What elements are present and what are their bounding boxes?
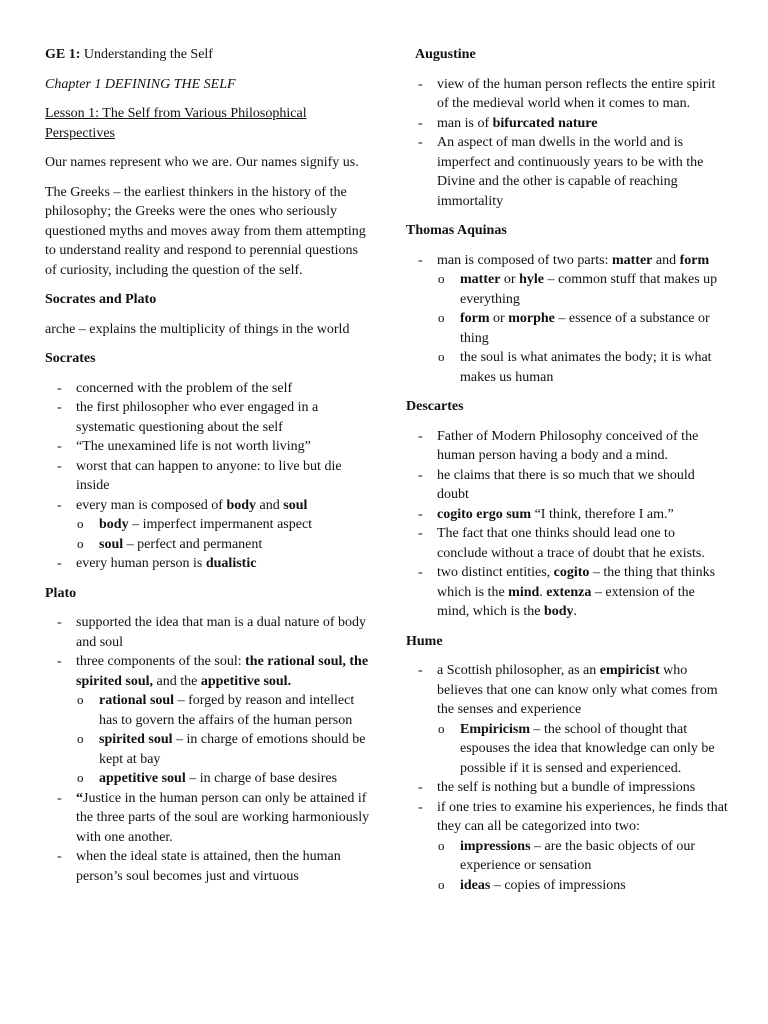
list-item: - a Scottish philosopher, as an empiricist who believes that one can know only what comes from the senses and experience o Empiricism – the school of thought that espouses the idea that knowledge can only be possible if it is sensed and experienced. <box>406 661 728 778</box>
list-item: - An aspect of man dwells in the world and is imperfect and continuously years to be with the Divine and the other is capable of reaching immortality <box>406 133 728 211</box>
list-item: - “The unexamined life is not worth living” <box>45 437 370 457</box>
sub-list <box>76 691 370 789</box>
list-item: - he claims that there is so much that we should doubt <box>406 466 728 505</box>
right-column <box>406 45 728 905</box>
lesson-title: Lesson 1: The Self from Various Philosophical Perspectives <box>45 106 307 141</box>
sub-item: o soul – perfect and permanent <box>76 535 370 555</box>
augustine-list <box>406 75 728 212</box>
intro-greeks: The Greeks – the earliest thinkers in the history of the philosophy; the Greeks were the ones who seriously questioned myths and moves away from them attempting to understand reality and respond to perennial questions of curiosity, including the question of the self. <box>45 184 366 278</box>
list-item: - if one tries to examine his experiences, he finds that they can all be categorized into two: o impressions – are the basic objects of our experience or sensation o ideas – copies of impressions <box>406 798 728 896</box>
list-item: - Father of Modern Philosophy conceived of the human person having a body and a mind. <box>406 427 728 466</box>
section-heading-hume: Hume <box>406 633 443 649</box>
sub-item: o matter or hyle – common stuff that makes up everything <box>437 270 728 309</box>
list-item: - view of the human person reflects the entire spirit of the medieval world when it comes to man. <box>406 75 728 114</box>
sub-item: o rational soul – forged by reason and intellect has to govern the affairs of the human person <box>76 691 370 730</box>
list-item: - three components of the soul: the rational soul, the spirited soul, and the appetitive soul. o rational soul – forged by reason and intellect has to govern the affairs of the human person o spirited soul – in charge of emotions should be kept at bay o appetitive soul – in charge of base desires <box>45 652 370 789</box>
list-item: - supported the idea that man is a dual nature of body and soul <box>45 613 370 652</box>
arche-definition: arche – explains the multiplicity of things in the world <box>45 321 350 337</box>
sub-item: o appetitive soul – in charge of base desires <box>76 769 370 789</box>
section-heading-descartes: Descartes <box>406 399 464 414</box>
sub-item: o ideas – copies of impressions <box>437 876 728 896</box>
section-heading-socrates: Socrates <box>45 351 96 366</box>
list-item: - every human person is dualistic <box>45 554 370 574</box>
list-item: - man is of bifurcated nature <box>406 114 728 134</box>
section-heading-socrates-plato: Socrates and Plato <box>45 292 157 307</box>
list-item: - the self is nothing but a bundle of impressions <box>406 778 728 798</box>
sub-item: o the soul is what animates the body; it is what makes us human <box>437 348 728 387</box>
hume-list <box>406 661 728 895</box>
sub-list <box>437 720 728 779</box>
list-item: - two distinct entities, cogito – the thing that thinks which is the mind. extenza – extension of the mind, which is the body. <box>406 563 728 622</box>
sub-list <box>437 837 728 896</box>
list-item: - worst that can happen to anyone: to live but die inside <box>45 457 370 496</box>
section-heading-plato: Plato <box>45 585 77 601</box>
sub-item: o impressions – are the basic objects of our experience or sensation <box>437 837 728 876</box>
sub-item: o body – imperfect impermanent aspect <box>76 515 370 535</box>
list-item: - “Justice in the human person can only be attained if the three parts of the soul are working harmoniously with one another. <box>45 789 370 848</box>
section-heading-augustine: Augustine <box>415 47 476 62</box>
list-item: - The fact that one thinks should lead one to conclude without a trace of doubt that he exists. <box>406 524 728 563</box>
sub-item: o form or morphe – essence of a substance or thing <box>437 309 728 348</box>
chapter-title: Chapter 1 DEFINING THE SELF <box>45 76 236 92</box>
descartes-list <box>406 427 728 622</box>
list-item: - when the ideal state is attained, then the human person’s soul becomes just and virtuous <box>45 847 370 886</box>
socrates-list <box>45 379 370 574</box>
list-item: - every man is composed of body and soul o body – imperfect impermanent aspect o soul – perfect and permanent <box>45 496 370 555</box>
intro-names: Our names represent who we are. Our names signify us. <box>45 155 359 170</box>
list-item: - man is composed of two parts: matter and form o matter or hyle – common stuff that makes up everything o form or morphe – essence of a substance or thing o the soul is what animates the body; it is what makes us human <box>406 251 728 388</box>
list-item: - concerned with the problem of the self <box>45 379 370 399</box>
sub-list <box>437 270 728 387</box>
aquinas-list <box>406 251 728 388</box>
course-title: GE 1: Understanding the Self <box>45 47 213 62</box>
list-item: - the first philosopher who ever engaged in a systematic questioning about the self <box>45 398 370 437</box>
left-column <box>45 45 370 896</box>
list-item: - cogito ergo sum “I think, therefore I am.” <box>406 505 728 525</box>
section-heading-aquinas: Thomas Aquinas <box>406 223 507 238</box>
sub-item: o Empiricism – the school of thought that espouses the idea that knowledge can only be possible if it is sensed and experienced. <box>437 720 728 779</box>
sub-item: o spirited soul – in charge of emotions should be kept at bay <box>76 730 370 769</box>
plato-list <box>45 613 370 886</box>
sub-list <box>76 515 370 554</box>
